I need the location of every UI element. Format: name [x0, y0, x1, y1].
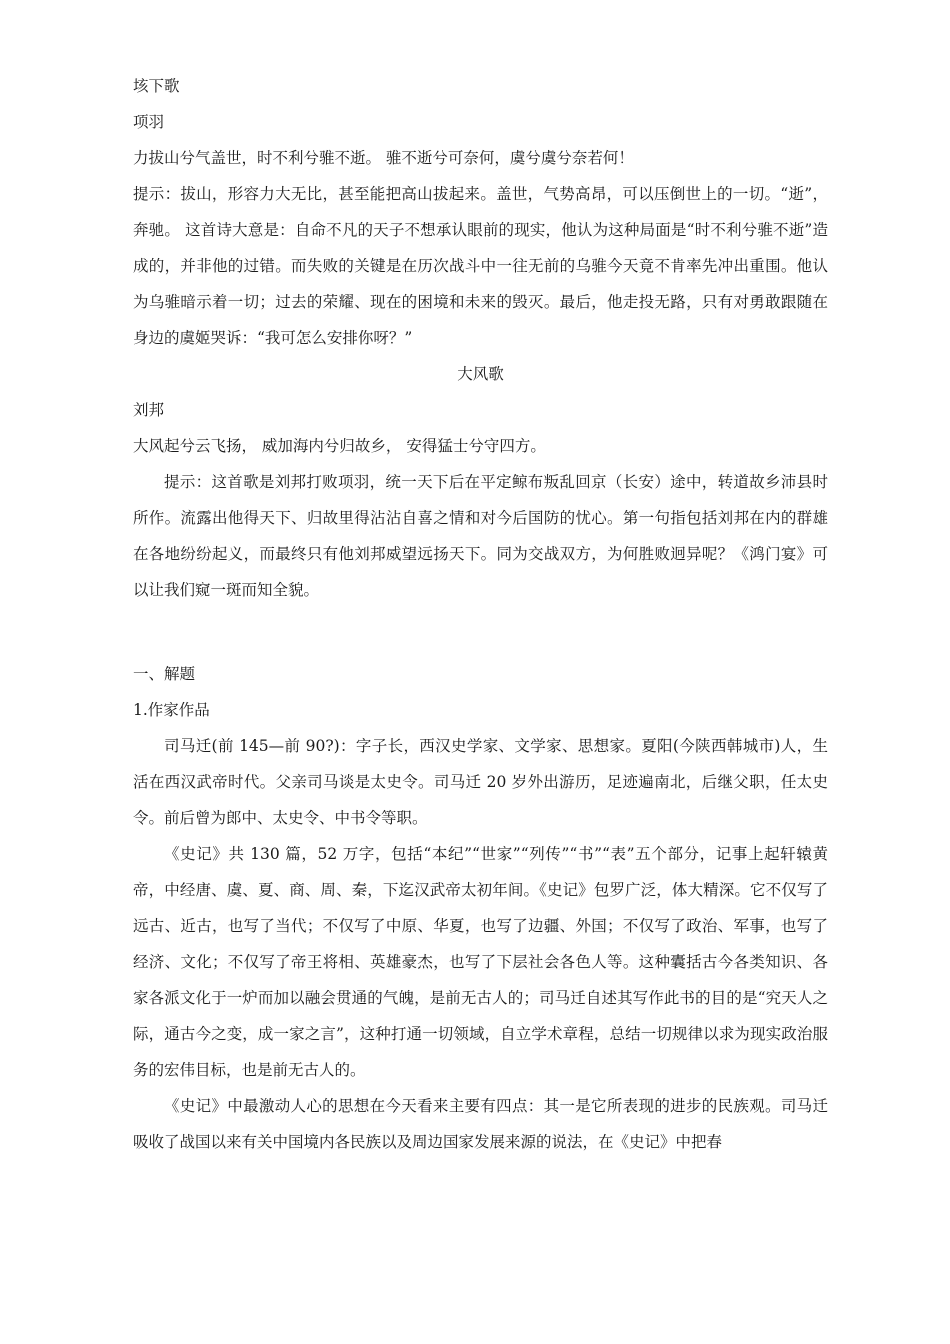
blank-space [133, 608, 828, 656]
section-heading: 一、解题 [133, 665, 196, 683]
poem-title: 大风歌 [457, 365, 504, 383]
body-paragraph: 《史记》中最激动人心的思想在今天看来主要有四点：其一是它所表现的进步的民族观。司马迁吸收了战国以来有关中国境内各民族以及周边国家发展来源的说法，在《史记》中把春 [133, 1097, 828, 1151]
poem-author: 刘邦 [133, 401, 165, 419]
body-paragraph: 司马迁(前 145—前 90?)：字子长，西汉史学家、文学家、思想家。夏阳(今陕西韩城市)人，生活在西汉武帝时代。父亲司马谈是太史令。司马迁 20 岁外出游历，足迹遍南北，后继父职，任太史令。前后曾为郎中、太史令、中书令等职。 [133, 737, 828, 827]
body-paragraph: 《史记》共 130 篇，52 万字，包括“本纪”“世家”“列传”“书”“表”五个部分，记事上起轩辕黄帝，中经唐、虞、夏、商、周、秦，下迄汉武帝太初年间。《史记》包罗广泛，体大精深。它不仅写了远古、近古，也写了当代；不仅写了中原、华夏，也写了边疆、外国；不仅写了政治、军事，也写了经济、文化；不仅写了帝王将相、英雄豪杰，也写了下层社会各色人等。这种囊括古今各类知识、各家各派文化于一炉而加以融会贯通的气魄，是前无古人的；司马迁自述其写作此书的目的是“究天人之际，通古今之变，成一家之言”，这种打通一切领域，自立学术章程，总结一切规律以求为现实政治服务的宏伟目标，也是前无古人的。 [133, 845, 828, 1079]
poem-text: 大风起兮云飞扬， 威加海内兮归故乡， 安得猛士兮守四方。 [133, 437, 546, 455]
poem-hint: 提示：拔山，形容力大无比，甚至能把高山拔起来。盖世，气势高昂，可以压倒世上的一切。“逝”，奔驰。 这首诗大意是：自命不凡的天子不想承认眼前的现实，他认为这种局面是“时不利兮骓不逝”造成的，并非他的过错。而失败的关键是在历次战斗中一往无前的乌骓今天竟不肯率先冲出重围。他认为乌骓暗示着一切；过去的荣耀、现在的困境和未来的毁灭。最后，他走投无路，只有对勇敢跟随在身边的虞姬哭诉：“我可怎么安排你呀？” [133, 185, 828, 347]
poem-hint: 提示：这首歌是刘邦打败项羽，统一天下后在平定鲸布叛乱回京（长安）途中，转道故乡沛县时所作。流露出他得天下、归故里得沾沾自喜之情和对今后国防的忧心。第一句指包括刘邦在内的群雄在各地纷纷起义，而最终只有他刘邦威望远扬天下。同为交战双方，为何胜败迥异呢？《鸿门宴》可以让我们窥一斑而知全貌。 [133, 473, 828, 599]
document-body [133, 68, 828, 1160]
poem-title: 垓下歌 [133, 77, 180, 95]
section-subheading: 1.作家作品 [133, 701, 210, 719]
poem-author: 项羽 [133, 113, 165, 131]
poem-text: 力拔山兮气盖世，时不利兮骓不逝。 骓不逝兮可奈何，虞兮虞兮奈若何！ [133, 149, 634, 167]
